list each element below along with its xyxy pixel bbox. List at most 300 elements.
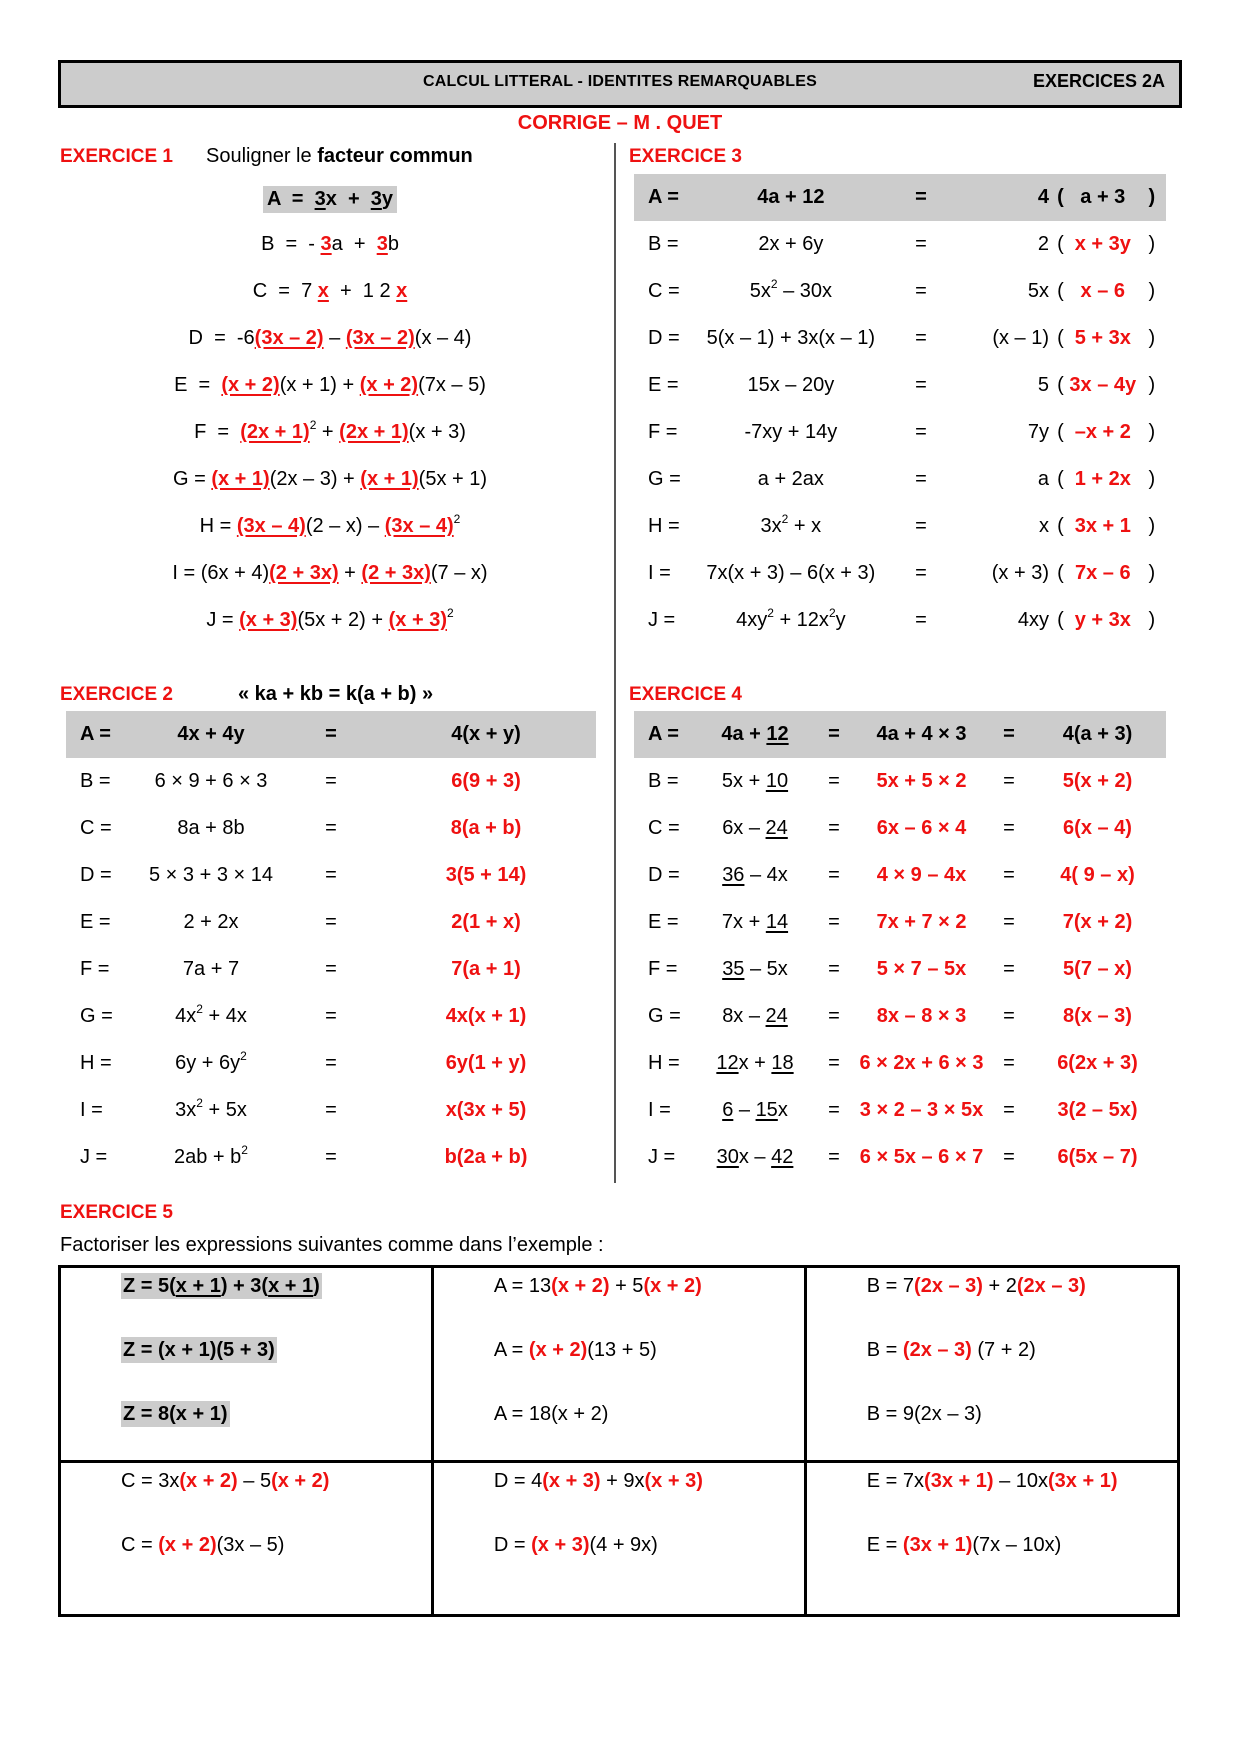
expression-fragment: (x – 4) [414,327,472,349]
expression-fragment: 30 [716,1146,739,1168]
table-row [66,711,596,758]
row-label: A = [634,711,696,758]
open-paren: ( [1053,174,1068,221]
expression: 8a + 8b [177,817,245,839]
expression-fragment: 12 [766,723,789,745]
answer: 7x – 6 [1074,562,1131,584]
common-factor: (x + 2) [158,1534,217,1556]
row-label: C = [648,817,680,839]
expression-fragment: – [323,327,346,349]
table-row [634,946,1166,993]
common-factor: (3x + 1) [1048,1470,1118,1492]
open-paren: ( [1057,562,1064,584]
exercise3-title: EXERCICE 3 [629,146,742,167]
expression-fragment: x + [325,188,371,210]
equals-sign: = [325,911,337,933]
expression-fragment: 7x + [721,911,766,933]
expression-line [434,1463,804,1527]
row-label: J = [648,609,676,631]
expression-line [807,1463,1177,1527]
equals-sign: = [1003,817,1015,839]
common-factor: (x + 2) [179,1470,238,1492]
exercise5-cell-z [60,1267,433,1462]
expression-line [61,1527,431,1591]
expression-line-h [60,512,600,538]
equals-sign: = [915,515,927,537]
column-divider [614,143,616,1183]
equals-sign: = [325,817,337,839]
expression [696,946,814,993]
close-paren: ) [1148,280,1156,302]
expression-fragment: B = - [261,233,321,255]
table-row [66,1134,596,1181]
answer: 1 + 2x [1074,468,1131,490]
answer: 6(x – 4) [1063,817,1132,839]
common-factor: (2 + 3x) [361,562,431,584]
table-row [66,852,596,899]
answer: 8(x – 3) [1063,1005,1132,1027]
row-label: J = [648,1146,676,1168]
table-row [634,315,1166,362]
expression-fragment: 5x + [721,770,766,792]
row-label: G = [648,1005,681,1027]
expression-line [61,1332,431,1396]
row-label: G = [648,468,681,490]
answer: 5(7 – x) [1063,958,1132,980]
table-row [634,1087,1166,1134]
answer: 7(x + 2) [1062,911,1133,933]
row-label: J = [80,1146,108,1168]
expression-line-b [60,233,600,256]
expression-line [61,1268,431,1332]
close-paren: ) [1148,562,1156,584]
expression-fragment: – 5x [744,958,788,980]
table-row [634,711,1166,758]
expression-fragment: E = [866,1534,903,1556]
expression-fragment: F = [194,421,241,443]
equals-sign: = [915,280,927,302]
equals-sign: = [915,562,927,584]
expression-line [434,1527,804,1591]
common-factor: (x + 3) [531,1534,590,1556]
exercise5-cell-c [60,1462,433,1616]
expression: 7x(x + 3) – 6(x + 3) [706,562,876,584]
expression-fragment: C = 7 [252,280,318,302]
expression-fragment: Z = (x + 1)(5 + 3) [123,1339,275,1361]
table-row [634,758,1166,805]
answer: 8(a + b) [450,817,522,839]
common-factor: (2x + 1) [339,421,409,443]
equals-sign: = [1003,911,1015,933]
expression [696,899,814,946]
common-factor: (3x – 2) [254,327,324,349]
expression-line-c [60,280,600,303]
table-row [634,456,1166,503]
answer: 6(9 + 3) [451,770,521,792]
row-label: F = [648,958,678,980]
open-paren: ( [1057,468,1064,490]
expression: 2 + 2x [183,911,239,933]
expression-fragment: 6x – [722,817,766,839]
open-paren: ( [1057,233,1064,255]
row-label: E = [648,374,679,396]
row-label: I = [80,1099,103,1121]
row-label: D = [648,327,680,349]
expression: 2x + 6y [758,233,824,255]
table-row [634,805,1166,852]
row-label: B = [648,770,679,792]
common-factor: (3x – 2) [345,327,415,349]
expression-fragment: (5x + 2) + [297,609,389,631]
expression-fragment: C = 3x [121,1470,180,1492]
common-factor: (x + 1) [360,468,419,490]
row-label: I = [648,562,671,584]
table-row [66,899,596,946]
answer: x + 3y [1074,233,1131,255]
expression: $5x^2 - 30x$ [749,277,832,302]
table-row [634,993,1166,1040]
expression: $6y + 6y^2$ [175,1049,247,1074]
common-factor: (3x – 4) [236,515,306,537]
expression-fragment: A = [266,188,315,210]
common-factor: (x + 3) [644,1470,703,1492]
expression-fragment: B = [866,1339,903,1361]
answer: b(2a + b) [444,1146,528,1168]
expression: $2ab + b^2$ [174,1143,248,1168]
expression-fragment: – 10x [993,1470,1048,1492]
row-label: F = [648,421,678,443]
expression-fragment: B = 9(2x – 3) [866,1403,982,1425]
expression-line [807,1268,1177,1332]
equals-sign: = [828,958,840,980]
answer: 3x – 4y [1069,374,1137,396]
expression-fragment: I = (6x + 4) [172,562,270,584]
expression: $4xy^2 + 12x^2y$ [736,606,846,631]
answer: 4(x + y) [376,711,596,758]
expression-fragment: – 5 [237,1470,272,1492]
expression-fragment: + 5 [609,1275,644,1297]
open-paren: ( [1057,327,1064,349]
expression [696,1087,814,1134]
table-row [634,899,1166,946]
expression-fragment: A = 13 [493,1275,552,1297]
answer: x(3x + 5) [445,1099,527,1121]
exercise2-formula: « ka + kb = k(a + b) » [238,683,434,705]
expression: -7xy + 14y [744,421,838,443]
open-paren: ( [1057,280,1064,302]
expression [696,993,814,1040]
expression-fragment: (7x – 10x) [972,1534,1062,1556]
expression-fragment: a + [331,233,377,255]
equals-sign: = [915,468,927,490]
common-factor: (x + 2) [359,374,419,396]
answer: 4x(x + 1) [445,1005,527,1027]
equals-sign: = [828,817,840,839]
equals-sign: = [828,911,840,933]
close-paren: ) [1148,421,1156,443]
common-factor: 5x [1027,280,1049,302]
equals-sign: = [325,1099,337,1121]
expression-fragment: (3x – 5) [216,1534,285,1556]
expression: $4x^2 + 4x$ [175,1002,247,1027]
exercise3-table [634,174,1166,644]
expression: 6 × 9 + 6 × 3 [154,770,268,792]
expression-fragment: + 9x [600,1470,645,1492]
expression-fragment: (x + 1) + [279,374,360,396]
expression-fragment: G = [172,468,212,490]
expression-fragment: H = [199,515,237,537]
common-factor: (x + 3) [991,562,1049,584]
expression: $3x^2 + x$ [760,512,822,537]
expression [696,1134,814,1181]
expression-line-i [60,562,600,585]
answer: 6(2x + 3) [1057,1052,1138,1074]
expression-fragment: (x + 3) [408,421,466,443]
exercise4-table [634,711,1166,1181]
expression-line-e [60,374,600,397]
row-label: C = [648,280,680,302]
common-factor: (x + 2) [271,1470,330,1492]
equals-sign: = [325,1005,337,1027]
expression-fragment: 3 [314,188,326,210]
intermediate-step: 3 × 2 – 3 × 5x [859,1099,984,1121]
open-paren: ( [1057,421,1064,443]
row-label: I = [648,1099,671,1121]
answer: 2(1 + x) [451,911,521,933]
expression [696,758,814,805]
expression: $3x^2 + 5x$ [175,1096,247,1121]
common-factor: (x + 3) [239,609,298,631]
table-row [634,221,1166,268]
exercise5-table [58,1265,1180,1617]
expression-fragment: A = 18(x + 2) [493,1403,609,1425]
equals-sign: = [828,1005,840,1027]
expression-fragment: ) + 3( [220,1275,269,1297]
common-factor: 4 [953,174,1053,221]
equals-sign: = [325,864,337,886]
close-paren: ) [1148,374,1156,396]
answer: 6y(1 + y) [445,1052,527,1074]
equals-sign: = [828,1052,840,1074]
common-factor: x [396,280,408,302]
row-label: H = [80,1052,112,1074]
common-factor: x [317,280,329,302]
expression-line-g [60,468,600,491]
equals-sign: = [828,864,840,886]
intermediate-step: 7x + 7 × 2 [876,911,967,933]
intermediate-step: 4 × 9 – 4x [876,864,967,886]
document-title: CALCUL LITTERAL - IDENTITES REMARQUABLES [422,73,818,90]
expression-line [434,1332,804,1396]
expression-fragment: + [338,562,362,584]
expression-fragment: 2 [446,606,454,620]
common-factor: (x – 1) [992,327,1049,349]
table-row [634,1040,1166,1087]
exercise5-instruction: Factoriser les expressions suivantes comme dans l’exemple : [60,1234,604,1256]
common-factor: x [1039,515,1049,537]
common-factor: (x + 2) [221,374,280,396]
intermediate-step: 6 × 5x – 6 × 7 [859,1146,984,1168]
expression-fragment: C = [121,1534,159,1556]
row-label: D = [80,864,112,886]
equals-sign: = [1003,1005,1015,1027]
expression-fragment: (2 – x) – [305,515,385,537]
common-factor: (x + 1) [211,468,270,490]
expression-fragment: J = [206,609,240,631]
expression-line [61,1396,431,1460]
equals-sign: = [915,421,927,443]
table-row [66,993,596,1040]
expression-fragment: x [777,1099,788,1121]
table-row [66,805,596,852]
expression-fragment: 24 [765,817,788,839]
expression [696,805,814,852]
expression-fragment: D = [493,1534,532,1556]
expression-line-d [60,327,600,350]
expression-fragment: x + 1 [268,1275,314,1297]
row-label: A = [634,174,693,221]
answer: 3x + 1 [1074,515,1131,537]
table-row [66,1087,596,1134]
expression-fragment: E = 7x [866,1470,925,1492]
open-paren: ( [1057,515,1064,537]
close-paren: ) [1148,515,1156,537]
expression-fragment: B = 7 [866,1275,915,1297]
exercise-sheet-code: EXERCICES 2A [1032,71,1165,91]
expression-fragment: 35 [722,958,745,980]
expression: 4x + 4y [136,711,286,758]
expression-fragment: (4 + 9x) [589,1534,658,1556]
common-factor: (3x – 4) [384,515,454,537]
common-factor: (2x + 1) [240,421,310,443]
expression-fragment: – [733,1099,756,1121]
expression-fragment: + 2 [982,1275,1017,1297]
intermediate-step: 6x – 6 × 4 [876,817,967,839]
expression-fragment: 8x – [722,1005,766,1027]
table-row [66,946,596,993]
expression-fragment: x – [738,1146,772,1168]
common-factor: (2 + 3x) [269,562,339,584]
common-factor: a [1037,468,1049,490]
common-factor: (x + 3) [542,1470,601,1492]
expression [696,1040,814,1087]
equals-sign: = [828,1099,840,1121]
table-row [634,174,1166,221]
intermediate-step: 6 × 2x + 6 × 3 [859,1052,984,1074]
equals-sign: = [1003,770,1015,792]
common-factor: 5 [1037,374,1049,396]
answer: 4( 9 – x) [1060,864,1135,886]
expression [696,852,814,899]
common-factor: (2x – 3) [914,1275,983,1297]
answer: 7(a + 1) [451,958,521,980]
expression-fragment: b [387,233,399,255]
expression-fragment: E = [174,374,222,396]
expression-fragment: (5x + 1) [418,468,488,490]
common-factor: 3 [320,233,332,255]
expression-line [807,1332,1177,1396]
exercise5-cell-a [432,1267,805,1462]
expression-fragment: (7x – 5) [418,374,486,396]
expression-line-f [60,418,600,444]
table-row [634,597,1166,644]
common-factor: 3 [376,233,388,255]
open-paren: ( [1057,374,1064,396]
equals-sign: = [325,1146,337,1168]
answer: 5 + 3x [1074,327,1131,349]
expression-fragment: 24 [765,1005,788,1027]
expression-fragment: 4a + [721,723,767,745]
common-factor: 7y [1027,421,1049,443]
exercise4-title: EXERCICE 4 [629,684,742,705]
expression-fragment: x + [738,1052,772,1074]
row-label: H = [648,515,680,537]
answer: 6(5x – 7) [1057,1146,1138,1168]
expression-fragment: (7 + 2) [971,1339,1036,1361]
common-factor: (2x – 3) [1016,1275,1086,1297]
expression-fragment: 6 [722,1099,734,1121]
expression-line [434,1396,804,1460]
equals-sign: = [989,711,1029,758]
exercise2-table [66,711,596,1181]
equals-sign: = [915,327,927,349]
row-label: C = [80,817,112,839]
expression: 4a + 12 [693,174,890,221]
row-label: B = [80,770,111,792]
equals-sign: = [915,609,927,631]
answer: a + 3 [1068,174,1138,221]
exercise1-instruction [206,145,473,168]
table-row [634,852,1166,899]
expression: 7a + 7 [182,958,240,980]
expression-fragment: y [381,188,393,210]
common-factor: (3x + 1) [902,1534,973,1556]
equals-sign: = [325,770,337,792]
close-paren: ) [1138,174,1166,221]
row-label: E = [648,911,679,933]
common-factor: (x + 2) [528,1339,588,1361]
expression: a + 2ax [757,468,824,490]
row-label: D = [648,864,680,886]
intermediate-step: 5x + 5 × 2 [876,770,967,792]
expression-fragment: 2 [453,512,461,526]
table-row [634,1134,1166,1181]
equals-sign: = [915,233,927,255]
table-row [634,409,1166,456]
exercise5-cell-e [805,1462,1178,1616]
expression-fragment: 15 [755,1099,778,1121]
equals-sign: = [286,711,376,758]
common-factor: (2x – 3) [902,1339,972,1361]
expression-line-j [60,606,600,632]
equals-sign: = [828,1146,840,1168]
expression-fragment: 2 [309,418,317,432]
common-factor: (3x + 1) [924,1470,994,1492]
instruction-bold: facteur commun [317,145,473,167]
intermediate-step: 5 × 7 – 5x [876,958,967,980]
common-factor: (x + 2) [551,1275,610,1297]
exercise5-title: EXERCICE 5 [60,1202,173,1223]
exercise5-cell-b [805,1267,1178,1462]
table-row [634,268,1166,315]
expression-fragment: ) [313,1275,320,1297]
expression-fragment: D = -6 [188,327,255,349]
equals-sign: = [1003,1146,1015,1168]
table-row [66,758,596,805]
expression-fragment: D = 4 [493,1470,543,1492]
equals-sign: = [814,711,854,758]
intermediate-step: 4a + 4 × 3 [854,711,989,758]
